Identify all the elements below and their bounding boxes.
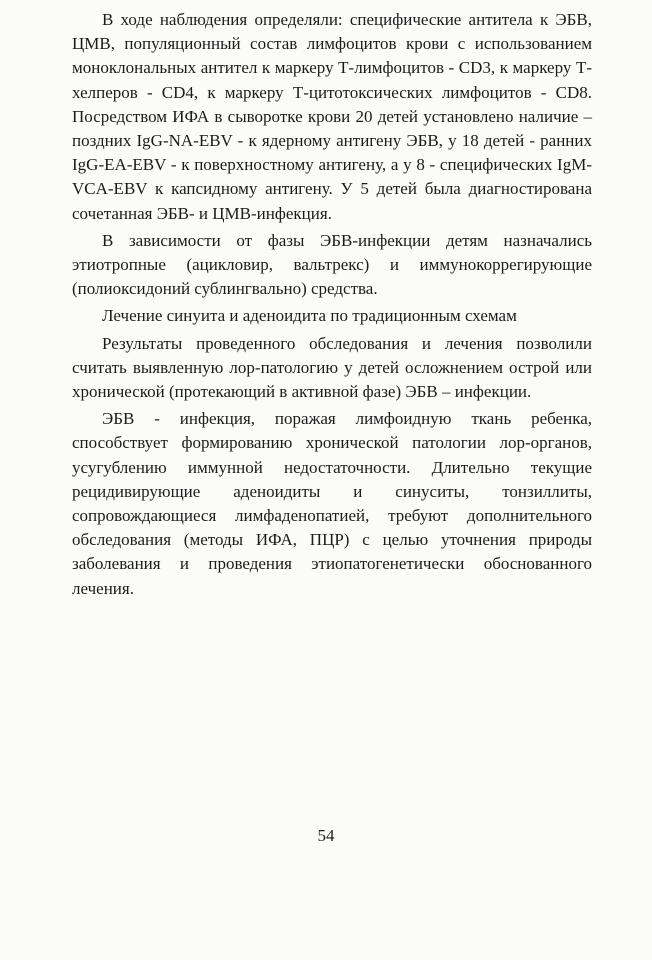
paragraph-conclusion: ЭБВ - инфекция, поражая лимфоидную ткань ребенка, способствует формированию хронической патологии лор-органов, усугублению иммунной недостаточности. Длительно текущие рецидивирующие аденоидиты и синуситы, тонзиллиты, сопровождающиеся лимфаденопатией, требуют дополнительного обследования (методы ИФА, ПЦР) с целью уточнения природы заболевания и проведения этиопатогенетически обоснованного лечения. bbox=[72, 409, 592, 598]
paragraph-methods: В ходе наблюдения определяли: специфические антитела к ЭБВ, ЦМВ, популяционный состав лимфоцитов крови с использованием моноклональных антител к маркеру Т-лимфоцитов - CD3, к маркеру Т-хелперов - CD4, к маркеру Т-цитотоксических лимфоцитов - CD8. Посредством ИФА в сыворотке крови 20 детей установлено наличие – поздних IgG-NA-EBV - к ядерному антигену ЭБВ, у 18 детей - ранних IgG-EA-EBV - к поверхностному антигену, а у 8 - специфических IgM-VCA-EBV к капсидному антигену. У 5 детей была диагностирована сочетанная ЭБВ- и ЦМВ-инфекция. bbox=[72, 10, 592, 223]
paragraph-treatment: Лечение синуита и аденоидита по традиционным схемам bbox=[102, 306, 517, 326]
page-number: 54 bbox=[317, 826, 335, 845]
paragraph-therapy: В зависимости от фазы ЭБВ-инфекции детям назначались этиотропные (ацикловир, вальтрекс) и иммунокоррегирующие (полиоксидоний сублингвально) средства. bbox=[72, 230, 592, 299]
paragraph-results: Результаты проведенного обследования и лечения позволили считать выявленную лор-патологию у детей осложнением острой или хронической (протекающий в активной фазе) ЭБВ – инфекции. bbox=[72, 333, 592, 402]
body-text bbox=[72, 8, 592, 601]
